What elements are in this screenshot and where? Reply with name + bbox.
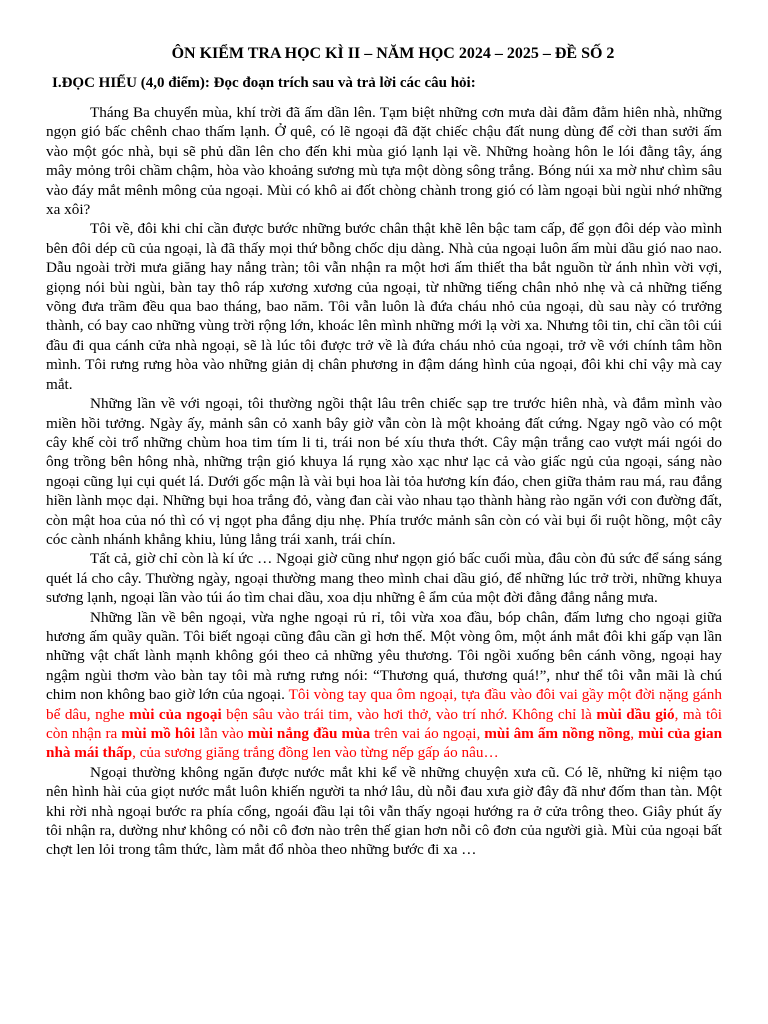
passage-paragraph-5: [46, 608, 722, 763]
passage-paragraph-2: Tôi về, đôi khi chỉ cần được bước những bước chân thật khẽ lên bậc tam cấp, để gọn đôi dép vào mình bên đôi dép cũ của ngoại, là đã thấy mọi thứ bỗng chốc dịu dàng. Nhà của ngoại luôn ấm mùi dầu gió nao nao. Dẫu ngoài trời mưa giăng hay nắng tràn; tôi vẫn nhận ra một hơi ấm thiết tha bắt nguồn từ ánh nhìn vời vợi, giọng nói bùi ngùi, bàn tay thô ráp xương xương của ngoại, từ những tiếng chân nhỏ nhẹ và cả những tiếng võng đưa trầm đều qua bao tháng, bao năm. Tôi vẫn luôn là đứa cháu nhỏ của ngoại, dù sau này có trưởng thành, có bay cao những vùng trời rộng lớn, khoác lên mình những mới lạ vời xa. Nhưng tôi tin, chỉ cần tôi cúi đầu đi qua cánh cửa nhà ngoại, sẽ là lúc tôi được trở về là đứa cháu nhỏ của ngoại, trở về với chính tâm hồn mình. Tôi rưng rưng hòa vào những giản dị chân phương in đậm dáng hình của ngoại, đôi khi chỉ vậy mà cay mắt.: [46, 220, 722, 393]
highlight-keyword: mùi của ngoại: [129, 705, 222, 723]
highlight-text: , mà tôi còn nhận ra: [46, 705, 723, 742]
highlight-keyword: mùi của gian nhà mái thấp: [46, 725, 723, 762]
highlight-text: lẫn vào: [195, 725, 248, 742]
highlight-text: bện sâu vào trái tim, vào hơi thở, vào trí nhớ. Không chỉ là: [221, 705, 597, 723]
section-heading: I.ĐỌC HIỂU (4,0 điểm): Đọc đoạn trích sau và trả lời các câu hỏi:: [52, 75, 476, 91]
highlight-text: ,: [630, 725, 639, 742]
highlight-text: , của sương giăng trắng đồng len vào từng nếp gấp áo nâu…: [132, 744, 499, 762]
highlight-keyword: mùi nắng đầu mùa: [247, 725, 371, 742]
passage-paragraph-6: Ngoại thường không ngăn được nước mắt khi kể về những chuyện xưa cũ. Có lẽ, những kỉ niệm tạo nên hình hài của giọt nước mắt luôn khiến người ta nhớ lâu, dù nỗi đau xưa giờ đây đã như đốm than tàn. Một khi rời nhà ngoại bước ra phía cổng, ngoái đầu lại tôi vẫn thấy ngoại hướng ra ở cửa trông theo. Giây phút ấy tôi nhận ra, dường như không có nỗi cô đơn nào trên thế gian hơn nỗi cô đơn của người già. Mùi của ngoại bất chợt len lỏi trong tâm thức, làm mắt đổ nhòa theo những bước đi xa …: [46, 763, 722, 859]
highlight-text: trên vai áo ngoại,: [370, 725, 485, 742]
highlight-keyword: mùi âm ấm nồng nồng: [484, 725, 631, 742]
exam-title: ÔN KIỂM TRA HỌC KÌ II – NĂM HỌC 2024 – 2025 – ĐỀ SỐ 2: [171, 45, 615, 62]
passage-paragraph-1: Tháng Ba chuyển mùa, khí trời đã ấm dần lên. Tạm biệt những cơn mưa dài đằm đằm hiên nhà, những ngọn gió bấc chênh chao thấm lạnh. Ở quê, có lẽ ngoại đã đặt chiếc chậu đất nung dùng để cời than sưởi ấm vào một góc nhà, bụi sẽ phủ dần lên cho đến khi mùa gió lạnh lại về. Những hoàng hôn le lói đằng tây, áng mây mỏng trôi chầm chậm, hòa vào khoảng sương mù tựa một dòng sông trắng. Bóng núi xa mờ như chìm sâu vào đáy mắt mênh mông của ngoại. Mùi có khô ai đốt chòng chành trong gió có làm ngoại bùi ngùi nhớ những xa xôi?: [46, 104, 722, 219]
highlight-keyword: mùi dầu gió: [596, 705, 675, 723]
passage-paragraph-4: Tất cả, giờ chỉ còn là kí ức … Ngoại giờ cũng như ngọn gió bấc cuối mùa, đâu còn đủ sức để sáng sáng quét lá cho cây. Thường ngày, ngoại thường mang theo mình chai dầu gió, để những lúc trở trời, những khuya sương lạnh, ngoại lần vào túi áo tìm chai dầu, xoa dịu những ê ẩm của một đời đằng đẳng nắng mưa.: [46, 550, 722, 607]
paragraph-5-text: Những lần về bên ngoại, vừa nghe ngoại rủ rỉ, tôi vừa xoa đầu, bóp chân, đấm lưng cho ngoại giữa hương ấm quầy quần. Tôi biết ngoại cũng đâu cần gì hơn thế. Một vòng ôm, một ánh mắt đôi khi gấp vạn lần những vật chất lành mạnh không gói theo cả những yêu thương. Tôi ngồi xuống bên cánh võng, ngoại hay ngậm ngùi thơm vào bàn tay tôi mà rưng rưng nói: “Thương quá, thương quá!”, như thể tôi vẫn mãi là chú chim non không bao giờ lớn của ngoại.: [46, 608, 722, 704]
passage-paragraph-3: Những lần về với ngoại, tôi thường ngồi thật lâu trên chiếc sạp tre trước hiên nhà, và đắm mình vào miền hồi tưởng. Ngày ấy, mảnh sân cỏ xanh bây giờ vẫn còn là một khoảng đất cứng. Ngay ngõ vào có một cây khế còi trổ những chùm hoa tim tím li ti, trái non bé xíu thưa thớt. Cây mận trắng cao vượt mái ngói do ông trồng bên hông nhà, những trận gió khuya lá rụng xào xạc như lạc cả vào giấc ngủ của ngoại, sáng nào ngoại cũng lụi cụi quét lá. Dưới gốc mận là vài bụi hoa lài tỏa hương kín đáo, chen giữa thảm rau má, rau đắng hiền lành mọc dại. Những bụi hoa trắng đỏ, vàng đan cài vào nhau tạo thành hàng rào ngăn với con đường đất, còn mật hoa của nó thì có vị ngọt pha đắng dịu nhẹ. Phía trước mảnh sân còn có vài bụi ổi ruột hồng, một cây cóc cành nhánh khẳng khiu, lủng lẳng trái xanh, trái chín.: [46, 395, 722, 548]
highlight-keyword: mùi mồ hôi: [121, 725, 196, 742]
highlight-text: Tôi vòng tay qua ôm ngoại, tựa đầu vào đôi vai gầy một đời nặng gánh bể dâu, nghe: [46, 686, 722, 723]
